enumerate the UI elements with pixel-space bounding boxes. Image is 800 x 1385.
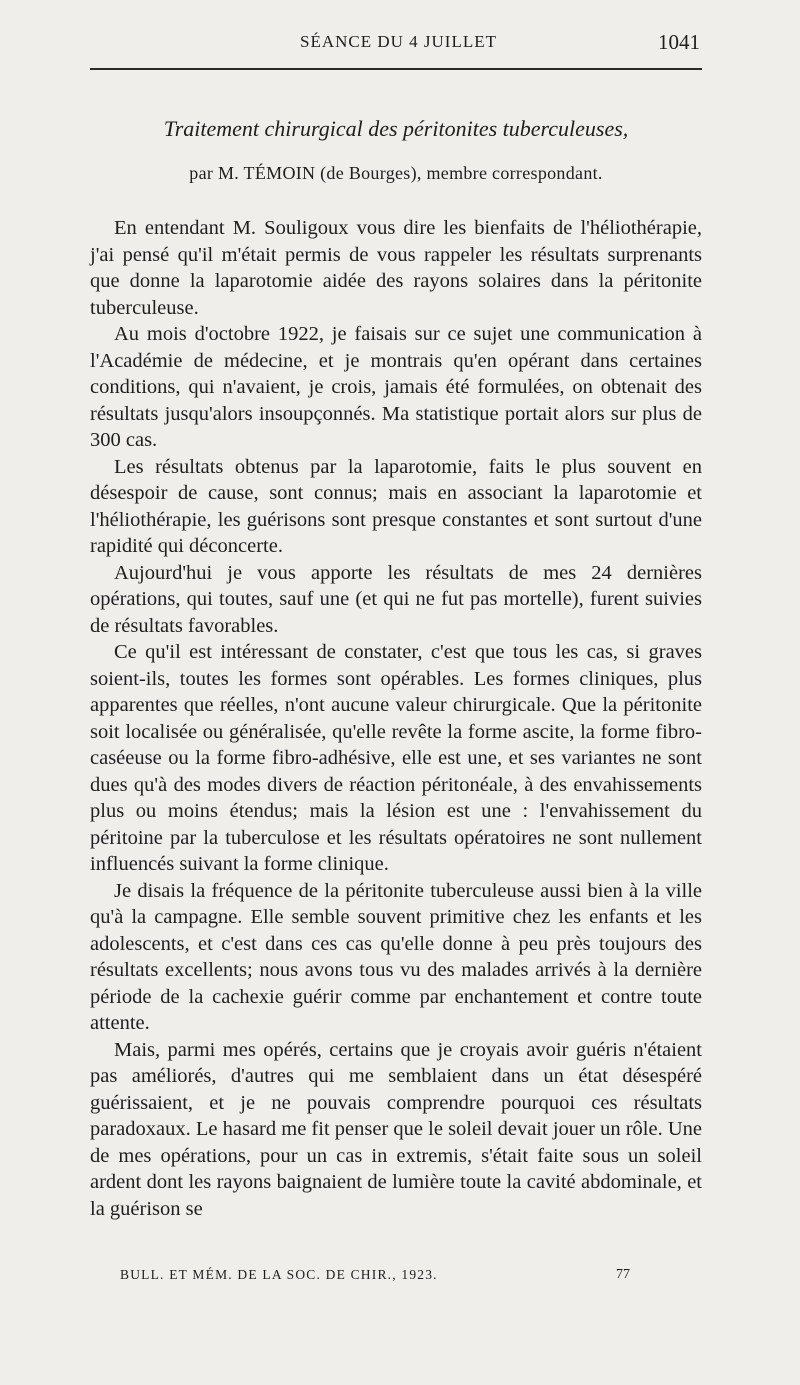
paragraph: Aujourd'hui je vous apporte les résultats de mes 24 dernières opérations, qui toutes, sauf une (et qui ne fut pas mortelle), furent suivies de résultats favorables. — [90, 561, 702, 637]
page-footer — [120, 1267, 630, 1287]
paragraph: Au mois d'octobre 1922, je faisais sur ce sujet une communication à l'Académie de médecine, et je montrais qu'en opérant dans certaines conditions, qui n'avaient, je crois, jamais été formulées, on obtenait des résultats jusqu'alors insoupçonnés. Ma statistique portait alors sur plus de 300 cas. — [90, 323, 702, 451]
page-number: 1041 — [658, 30, 700, 54]
article-byline: par M. TÉMOIN (de Bourges), membre correspondant. — [189, 163, 603, 183]
article-body — [90, 215, 702, 1222]
article-title: Traitement chirurgical des péritonites tuberculeuses, — [163, 116, 629, 141]
footer-citation: BULL. ET MÉM. DE LA SOC. DE CHIR., 1923. — [120, 1267, 438, 1282]
running-title: SÉANCE DU 4 JUILLET — [300, 32, 498, 51]
paragraph: Mais, parmi mes opérés, certains que je croyais avoir guéris n'étaient pas améliorés, d'autres qui me semblaient dans un état désespéré guérissaient, et je ne pouvais comprendre pourquoi ces résultats paradoxaux. Le hasard me fit penser que le soleil devait jouer un rôle. Une de mes opérations, pour un cas in extremis, s'était faite sous un soleil ardent dont les rayons baignaient de lumière toute la cavité abdominale, et la guérison se — [90, 1038, 702, 1220]
paragraph: Je disais la fréquence de la péritonite tuberculeuse aussi bien à la ville qu'à la campagne. Elle semble souvent primitive chez les enfants et les adolescents, et c'est dans ces cas qu'elle donne à peu près toujours des résultats excellents; nous avons tous vu des malades arrivés à la dernière période de la cachexie guérir comme par enchantement et contre toute attente. — [90, 879, 702, 1034]
paragraph: Ce qu'il est intéressant de constater, c'est que tous les cas, si graves soient-ils, toutes les formes sont opérables. Les formes cliniques, plus apparentes que réelles, n'ont aucune valeur chirurgicale. Que la péritonite soit localisée ou généralisée, qu'elle revête la forme ascite, la forme fibro-caséeuse ou la forme fibro-adhésive, elle est une, et ses variantes ne sont dues qu'à des modes divers de réaction péritonéale, à des envahissements plus ou moins étendus; mais la lésion est une : l'envahissement du péritoine par la tuberculose et les résultats opératoires ne sont nullement influencés suivant la forme clinique. — [90, 641, 702, 875]
header-rule — [90, 68, 702, 70]
footer-signature-number: 77 — [616, 1267, 630, 1282]
paragraph: En entendant M. Souligoux vous dire les bienfaits de l'héliothérapie, j'ai pensé qu'il m'était permis de vous rappeler les résultats surprenants que donne la laparotomie aidée des rayons solaires dans la péritonite tuberculeuse. — [90, 217, 702, 319]
running-head — [90, 30, 700, 58]
paragraph: Les résultats obtenus par la laparotomie, faits le plus souvent en désespoir de cause, sont connus; mais en associant la laparotomie et l'héliothérapie, les guérisons sont presque constantes et sont surtout d'une rapidité qui déconcerte. — [90, 455, 702, 557]
